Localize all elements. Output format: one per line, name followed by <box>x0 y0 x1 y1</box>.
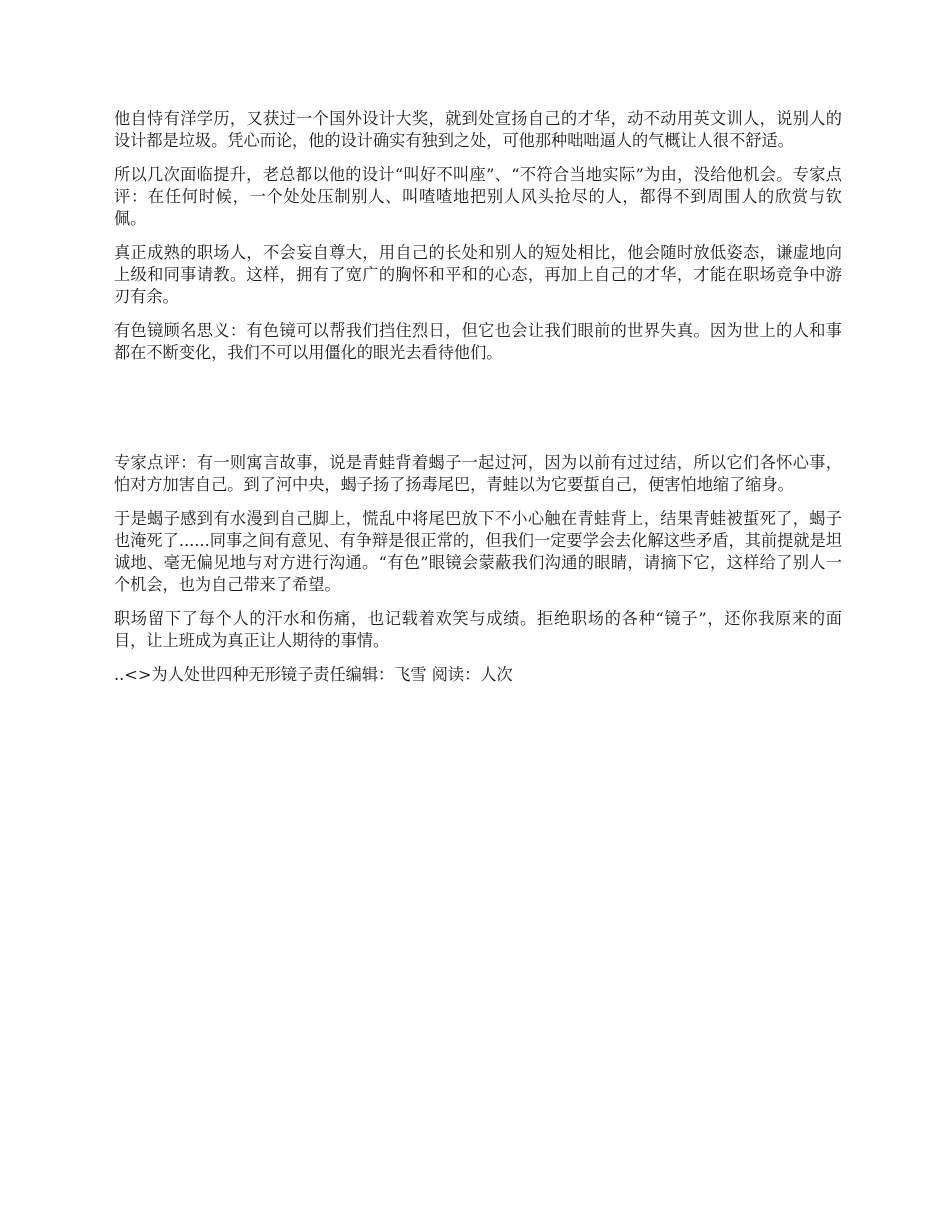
paragraph-5: 专家点评：有一则寓言故事，说是青蛙背着蝎子一起过河，因为以前有过过结，所以它们各怀心事，怕对方加害自己。到了河中央，蝎子扬了扬毒尾巴，青蛙以为它要蜇自己，便害怕地缩了缩身。 <box>114 453 842 494</box>
section-gap <box>114 376 842 452</box>
paragraph-4: 有色镜顾名思义：有色镜可以帮我们挡住烈日，但它也会让我们眼前的世界失真。因为世上的人和事都在不断变化，我们不可以用僵化的眼光去看待他们。 <box>114 321 842 362</box>
paragraph-3: 真正成熟的职场人，不会妄自尊大，用自己的长处和别人的短处相比，他会随时放低姿态，谦虚地向上级和同事请教。这样，拥有了宽广的胸怀和平和的心态，再加上自己的才华，才能在职场竞争中游刃有余。 <box>114 243 842 306</box>
paragraph-2: 所以几次面临提升，老总都以他的设计“叫好不叫座”、“不符合当地实际”为由，没给他机会。专家点评：在任何时候，一个处处压制别人、叫喳喳地把别人风头抢尽的人，都得不到周围人的欣赏与钦佩。 <box>114 165 842 228</box>
footer-editor-line: ..<>为人处世四种无形镜子责任编辑：飞雪 阅读：人次 <box>114 665 513 684</box>
paragraph-7: 职场留下了每个人的汗水和伤痛，也记载着欢笑与成绩。拒绝职场的各种“镜子”，还你我原来的面目，让上班成为真正让人期待的事情。 <box>114 609 842 650</box>
paragraph-1: 他自恃有洋学历，又获过一个国外设计大奖，就到处宣扬自己的才华，动不动用英文训人，说别人的设计都是垃圾。凭心而论，他的设计确实有独到之处，可他那种咄咄逼人的气概让人很不舒适。 <box>114 109 842 150</box>
section-1 <box>114 108 842 364</box>
section-2 <box>114 452 842 686</box>
document-page <box>114 108 842 686</box>
paragraph-6: 于是蝎子感到有水漫到自己脚上，慌乱中将尾巴放下不小心触在青蛙背上，结果青蛙被蜇死了，蝎子也淹死了......同事之间有意见、有争辩是很正常的，但我们一定要学会去化解这些矛盾，其前提就是坦诚地、毫无偏见地与对方进行沟通。“有色”眼镜会蒙蔽我们沟通的眼睛，请摘下它，这样给了别人一个机会，也为自己带来了希望。 <box>114 509 842 594</box>
